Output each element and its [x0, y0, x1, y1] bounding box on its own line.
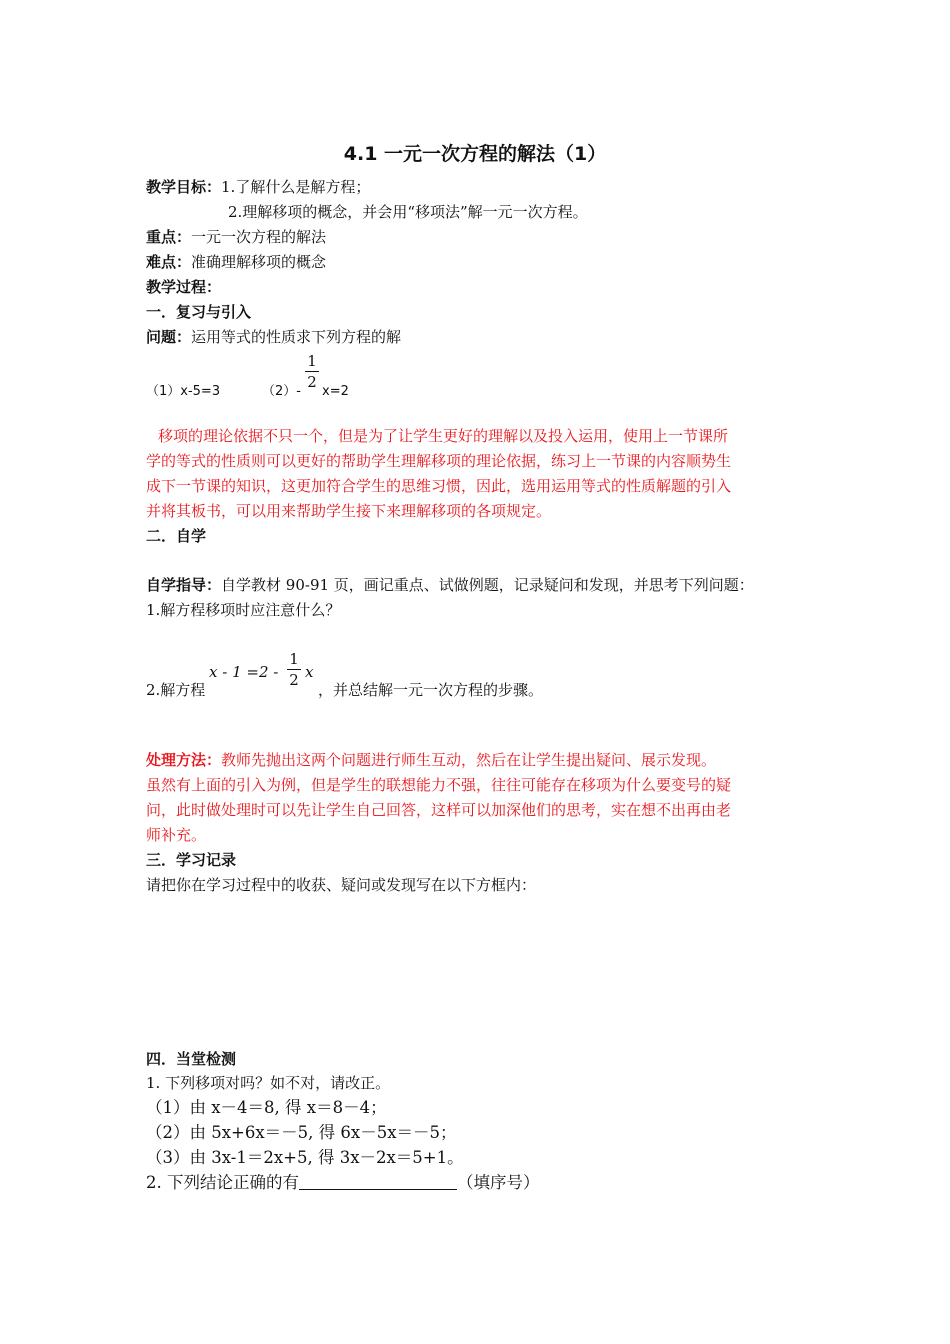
check-item-2: （2）由 5x+6x＝－5, 得 6x－5x＝－5；	[146, 1123, 457, 1142]
equation-right: x	[305, 663, 314, 681]
page-title: 4.1 一元一次方程的解法（1）	[343, 143, 607, 165]
check-question-2	[146, 1173, 540, 1193]
fraction-denominator: 2	[307, 373, 317, 391]
question-text: 运用等式的性质求下列方程的解	[191, 328, 402, 346]
check-item-1: （1）由 x－4＝8, 得 x＝8－4；	[146, 1098, 387, 1117]
note-line-1: 移项的理论依据不只一个，但是为了让学生更好的理解以及投入运用，使用上一节课所	[158, 427, 729, 445]
check-question-2-prefix: 2. 下列结论正确的有	[146, 1173, 299, 1192]
check-question-2-suffix: （填序号）	[457, 1173, 540, 1192]
equation-1: （1）x-5=3	[146, 384, 221, 399]
fraction-numerator: 1	[289, 650, 299, 668]
guide-line	[146, 575, 754, 595]
fraction-bar	[287, 669, 301, 670]
objective-2: 2.理解移项的概念，并会用“移项法”解一元一次方程。	[228, 203, 588, 221]
self-study-question-1: 1.解方程移项时应注意什么？	[146, 601, 341, 619]
key-point-line	[146, 227, 326, 247]
objectives-label: 教学目标：	[146, 178, 222, 196]
process-label: 教学过程：	[146, 278, 222, 296]
section-3-text: 请把你在学习过程中的收获、疑问或发现写在以下方框内：	[146, 876, 537, 894]
note-line-4: 并将其板书，可以用来帮助学生接下来理解移项的各项规定。	[146, 502, 552, 520]
method-line-2: 虽然有上面的引入为例，但是学生的联想能力不强，往往可能存在移项为什么要变号的疑	[146, 776, 732, 794]
difficulty-label: 难点：	[146, 253, 192, 271]
equation-fraction	[287, 650, 301, 689]
check-question-1: 1. 下列移项对吗？如不对，请改正。	[146, 1074, 391, 1092]
section-4-heading: 四．当堂检测	[146, 1050, 237, 1068]
method-line-3: 问，此时做处理时可以先让学生自己回答，这样可以加深他们的思考，实在想不出再由老	[146, 801, 732, 819]
method-line	[146, 750, 716, 770]
self-study-question-2-prefix: 2.解方程	[146, 681, 206, 699]
answer-blank[interactable]	[299, 1173, 457, 1190]
objective-1: 1.了解什么是解方程；	[221, 178, 371, 196]
section-2-heading: 二．自学	[146, 527, 207, 545]
method-line-4: 师补充。	[146, 826, 207, 844]
key-point-label: 重点：	[146, 228, 192, 246]
fraction-denominator: 2	[289, 671, 299, 689]
method-text: 教师先抛出这两个问题进行师生互动，然后在让学生提出疑问、展示发现。	[221, 751, 717, 769]
equation-2-prefix: （2）-	[262, 384, 301, 399]
equation-left: x - 1 =2 -	[209, 663, 279, 681]
equation-2-suffix: x=2	[322, 384, 349, 399]
question-label: 问题：	[146, 328, 192, 346]
section-3-heading: 三．学习记录	[146, 851, 237, 869]
note-line-2: 学的等式的性质则可以更好的帮助学生理解移项的理论依据，练习上一节课的内容顺势生	[146, 452, 732, 470]
fraction-bar	[305, 371, 319, 372]
self-study-question-2-suffix: ，并总结解一元一次方程的步骤。	[318, 681, 544, 699]
objectives-line-1	[146, 177, 370, 197]
section-1-heading: 一．复习与引入	[146, 303, 252, 321]
method-label: 处理方法：	[146, 751, 222, 769]
difficulty-text: 准确理解移项的概念	[191, 253, 327, 271]
guide-text: 自学教材 90-91 页，画记重点、试做例题，记录疑问和发现，并思考下列问题：	[221, 576, 754, 594]
key-point-text: 一元一次方程的解法	[191, 228, 327, 246]
check-item-3: （3）由 3x-1＝2x+5, 得 3x－2x＝5+1。	[146, 1148, 464, 1167]
fraction-numerator: 1	[307, 352, 317, 370]
equation-2-fraction	[305, 352, 319, 391]
difficulty-line	[146, 252, 326, 272]
question-line	[146, 327, 401, 347]
guide-label: 自学指导：	[146, 576, 222, 594]
note-line-3: 成下一节课的知识，这更加符合学生的思维习惯，因此，选用运用等式的性质解题的引入	[146, 477, 732, 495]
